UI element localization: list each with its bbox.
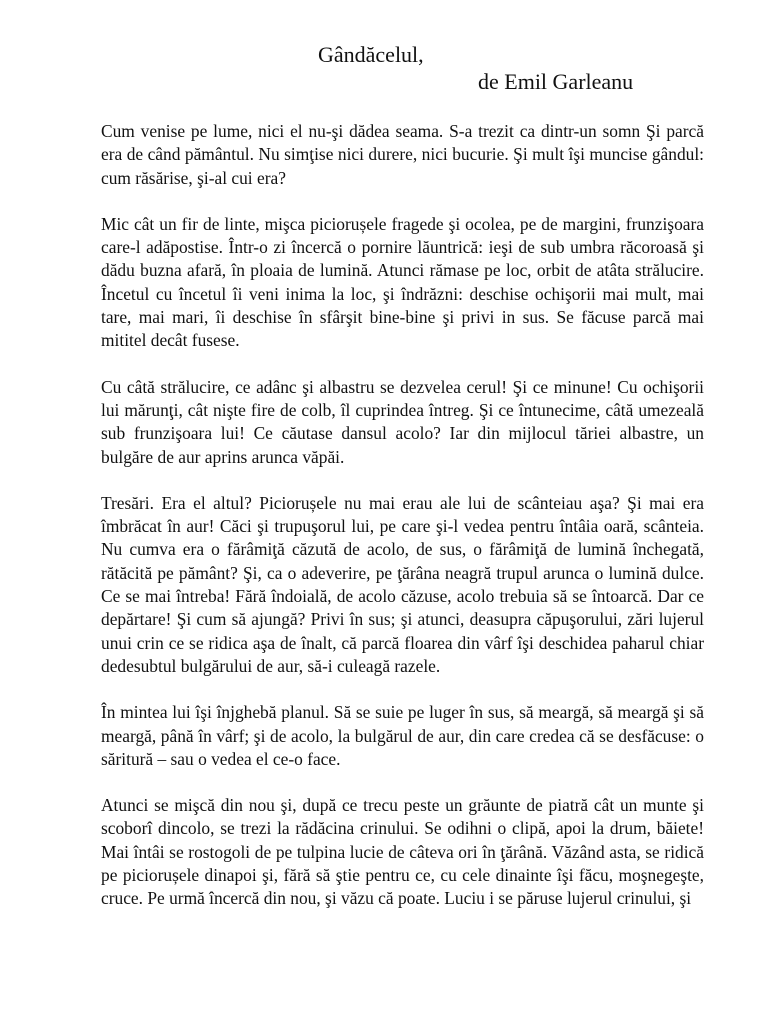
paragraph: Cu câtă strălucire, ce adânc şi albastru se dezvelea cerul! Şi ce minune! Cu ochişorii lui mărunţi, cât nişte fire de colb, îl cuprindea întreg. Şi ce întunecime, câtă umezeală sub frunzişoara lui! Ce căutase dansul acolo? Iar din mijlocul tăriei albastre, un bulgăre de aur aprins arunca văpăi.	[101, 376, 704, 467]
paragraph: În mintea lui îşi înjghebă planul. Să se suie pe luger în sus, să meargă, să meargă şi să meargă, până în vârf; şi de acolo, la bulgărul de aur, din care credea că se desfăcuse: o săritură – sau o vedea el ce-o face.	[101, 702, 704, 769]
document-body	[101, 120, 704, 934]
paragraph: Mic cât un fir de linte, mişca piciorușele fragede şi ocolea, pe de margini, frunzişoara care-l adăpostise. Într-o zi încercă o pornire lăuntrică: ieşi de sub umbra răcoroasă şi dădu buzna afară, în ploaia de lumină. Atunci rămase pe loc, orbit de atâta strălucire. Încetul cu încetul îi veni inima la loc, şi îndrăzni: deschise ochişorii mai mult, mai tare, mai mari, îi deschise în sfârşit bine-bine şi privi in sus. Se făcuse parcă mai mititel decât fusese.	[101, 213, 704, 351]
paragraph: Tresări. Era el altul? Piciorușele nu mai erau ale lui de scânteiau aşa? Şi mai era îmbrăcat în aur! Căci şi trupuşorul lui, pe care şi-l vedea pentru întâia oară, scânteia. Nu cumva era o fărâmiţă căzută de acolo, de sus, o fărâmiţă de lumină închegată, rătăcită pe pământ? Şi, ca o adeverire, pe ţărâna neagră trupul arunca o lumină dulce. Ce se mai întreba! Fără îndoială, de acolo căzuse, acolo trebuia să se întoarcă. Dar ce depărtare! Şi cum să ajungă? Privi în sus; şi atunci, deasupra căpuşorului, zări lujerul unui crin ce se ridica aşa de înalt, că parcă floarea din vârf îşi deschidea paharul chiar dedesubtul bulgărului de aur, să-i culeagă razele.	[101, 492, 704, 676]
document-title: Gândăcelul,	[318, 42, 424, 67]
document-author: de Emil Garleanu	[478, 69, 634, 94]
paragraph: Cum venise pe lume, nici el nu-şi dădea seama. S-a trezit ca dintr-un somn Şi parcă era de când pământul. Nu simţise nici durere, nici bucurie. Şi mult îşi muncise gândul: cum răsărise, şi-al cui era?	[101, 121, 704, 188]
paragraph: Atunci se mişcă din nou şi, după ce trecu peste un grăunte de piatră cât un munte şi scoborî dincolo, se trezi la rădăcina crinului. Se odihni o clipă, apoi la drum, băiete! Mai întâi se rostogoli de pe tulpina lucie de câteva ori în ţărână. Văzând asta, se ridică pe piciorușele dinapoi şi, fără să ştie pentru ce, cu cele dinainte îşi făcu, moşnegeşte, cruce. Pe urmă încercă din nou, şi văzu că poate. Luciu i se păruse lujerul crinului, şi	[101, 795, 704, 909]
